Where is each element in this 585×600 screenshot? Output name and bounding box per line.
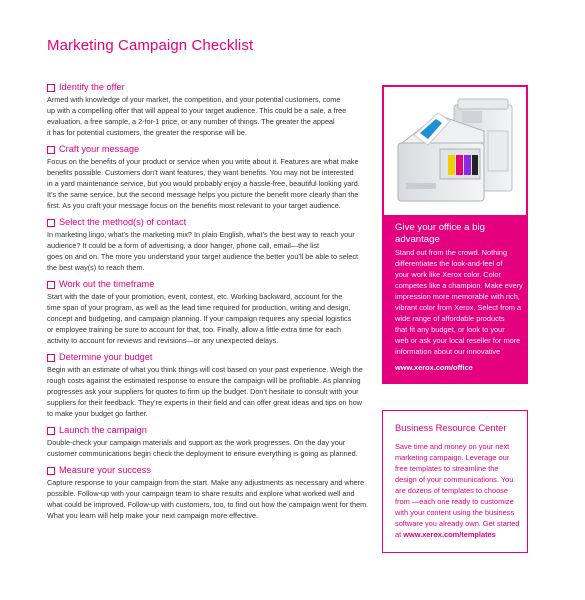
section-heading: Identify the offer xyxy=(59,82,125,92)
resource-line: from —each one ready to customize xyxy=(395,497,514,506)
section-body xyxy=(47,156,372,211)
promo-line: impression more memorable with rich, xyxy=(395,292,520,301)
promo-title xyxy=(395,222,520,246)
resource-line: Save time and money on your next xyxy=(395,442,510,451)
checkbox-icon xyxy=(47,219,55,227)
body-line: What you learn will help make your next campaign more effective. xyxy=(47,511,259,520)
body-line: It’s the same service, but the second message helps you picture the benefit more clearly than the xyxy=(47,190,359,199)
body-line: concept and budgeting, and campaign planning. If your campaign requires any special logistics xyxy=(47,314,352,323)
body-line: what could be improved. Follow-up with customers, too, to find out how the campaign went for them. xyxy=(47,500,369,509)
checkbox-icon xyxy=(47,146,55,154)
promo-url-link[interactable]: www.xerox.com/office xyxy=(395,363,473,372)
checklist-section-craft-message xyxy=(47,144,372,211)
body-line: time span of your program, as well as the lead time required for production, writing and design, xyxy=(47,303,351,312)
promo-panel xyxy=(382,85,528,384)
checkbox-icon xyxy=(47,467,55,475)
checklist-section-measure xyxy=(47,465,372,521)
checkbox-icon xyxy=(47,281,55,289)
body-line: or employee training be sure to account for that, too. Finally, allow a little extra time for each xyxy=(47,325,342,334)
promo-line: vibrant color from Xerox. Select from a xyxy=(395,303,522,312)
body-line: possible. Follow-up with your campaign team to share results and explore what worked well and xyxy=(47,489,355,498)
section-body xyxy=(47,364,372,419)
promo-line: that fit any budget, or look to your xyxy=(395,325,505,334)
body-line: first. As you craft your message focus on the benefits most relevant to your target audience. xyxy=(47,201,341,210)
body-line: audience? It could be a form of advertising, a door hanger, phone call, email—the list xyxy=(47,241,320,250)
section-body xyxy=(47,437,372,459)
promo-title-line: advantage xyxy=(395,234,440,245)
promo-line: differentiates the look-and-feel of xyxy=(395,259,503,268)
printer-image xyxy=(384,87,526,215)
checklist xyxy=(47,82,372,527)
promo-body xyxy=(395,247,523,357)
section-heading: Select the method(s) of contact xyxy=(59,217,187,227)
section-body xyxy=(47,229,372,273)
body-line: activity to account for reviews and revisions—or any unexpected delays. xyxy=(47,336,279,345)
promo-title-line: Give your office a big xyxy=(395,222,485,233)
section-heading: Work out the timeframe xyxy=(59,279,155,289)
body-line: rough costs against the estimated response to ensure the campaign will be profitable. As planning xyxy=(47,376,361,385)
body-line: In marketing lingo, what’s the marketing mix? In plain English, what’s the best way to reach your xyxy=(47,230,355,239)
body-line: suppliers for their feedback. They’re experts in their field and can offer great ideas and tips on how xyxy=(47,398,362,407)
checklist-section-methods xyxy=(47,217,372,273)
promo-line: wide range of affordable products xyxy=(395,314,505,323)
body-line: progresses ask your suppliers for quotes to firm up the budget. Don’t hesitate to consult with your xyxy=(47,387,359,396)
promo-line: information about our innovative xyxy=(395,347,501,356)
body-line: Capture response to your campaign from the start. Make any adjustments as necessary and where xyxy=(47,478,365,487)
body-line: Double-check your campaign materials and support as the work progresses. On the day your xyxy=(47,438,346,447)
printers-illustration xyxy=(384,87,526,215)
page-title: Marketing Campaign Checklist xyxy=(47,37,254,54)
checkbox-icon xyxy=(47,84,55,92)
body-line: Begin with an estimate of what you think things will cost based on your past experience. Weigh the xyxy=(47,365,363,374)
resource-line: with your content using the business xyxy=(395,508,515,517)
body-line: Focus on the benefits of your product or service when you write about it. Features are what make xyxy=(47,157,359,166)
body-line: Start with the date of your promotion, event, contest, etc. Working backward, account for the xyxy=(47,292,343,301)
resource-line: are dozens of templates to choose xyxy=(395,486,508,495)
checklist-section-budget xyxy=(47,352,372,419)
templates-link[interactable]: www.xerox.com/templates xyxy=(403,530,496,539)
resource-body xyxy=(395,441,523,540)
body-line: it has for potential customers, the greater the response will be. xyxy=(47,128,247,137)
body-line: customer communications begin check the deployment to ensure everything is going as planned. xyxy=(47,449,358,458)
resource-title: Business Resource Center xyxy=(395,422,507,433)
resource-line: design of your communications. You xyxy=(395,475,514,484)
section-heading: Launch the campaign xyxy=(59,425,147,435)
checkbox-icon xyxy=(47,427,55,435)
promo-line: your work like Xerox color. Color xyxy=(395,270,501,279)
resource-last-line xyxy=(395,529,523,540)
section-body xyxy=(47,94,372,138)
promo-line: web or ask your local reseller for more xyxy=(395,336,521,345)
resource-center-box xyxy=(382,410,528,553)
section-heading: Craft your message xyxy=(59,144,140,154)
resource-line: marketing campaign. Leverage our xyxy=(395,453,510,462)
resource-prefix: at xyxy=(395,530,404,539)
promo-line: Stand out from the crowd. Nothing xyxy=(395,248,508,257)
body-line: in a yard maintenance service, but you would probably enjoy a hassle-free, beautiful looking yard. xyxy=(47,179,360,188)
resource-line: software you already own. Get started xyxy=(395,519,520,528)
checklist-section-launch xyxy=(47,425,372,459)
body-line: benefits possible. Customers don’t want features, they want benefits. You may not be interested xyxy=(47,168,354,177)
section-body xyxy=(47,477,372,521)
body-line: to make your budget go farther. xyxy=(47,409,148,418)
body-line: Armed with knowledge of your market, the competition, and your potential customers, come xyxy=(47,95,341,104)
promo-line: competes like a champion. Make every xyxy=(395,281,523,290)
body-line: up with a compelling offer that will appeal to your target audience. This could be a sale, a free xyxy=(47,106,347,115)
resource-line: free templates to streamline the xyxy=(395,464,499,473)
checkbox-icon xyxy=(47,354,55,362)
section-heading: Measure your success xyxy=(59,465,151,475)
checklist-section-timeframe xyxy=(47,279,372,346)
body-line: evaluation, a free sample, a 2-for-1 price, or any number of things. The greater the appeal xyxy=(47,117,335,126)
body-line: the best way(s) to reach them. xyxy=(47,263,145,272)
body-line: goes on and on. The more you understand your target audience the better you’ll be able to select xyxy=(47,252,359,261)
checklist-section-identify-offer xyxy=(47,82,372,138)
section-heading: Determine your budget xyxy=(59,352,153,362)
section-body xyxy=(47,291,372,346)
